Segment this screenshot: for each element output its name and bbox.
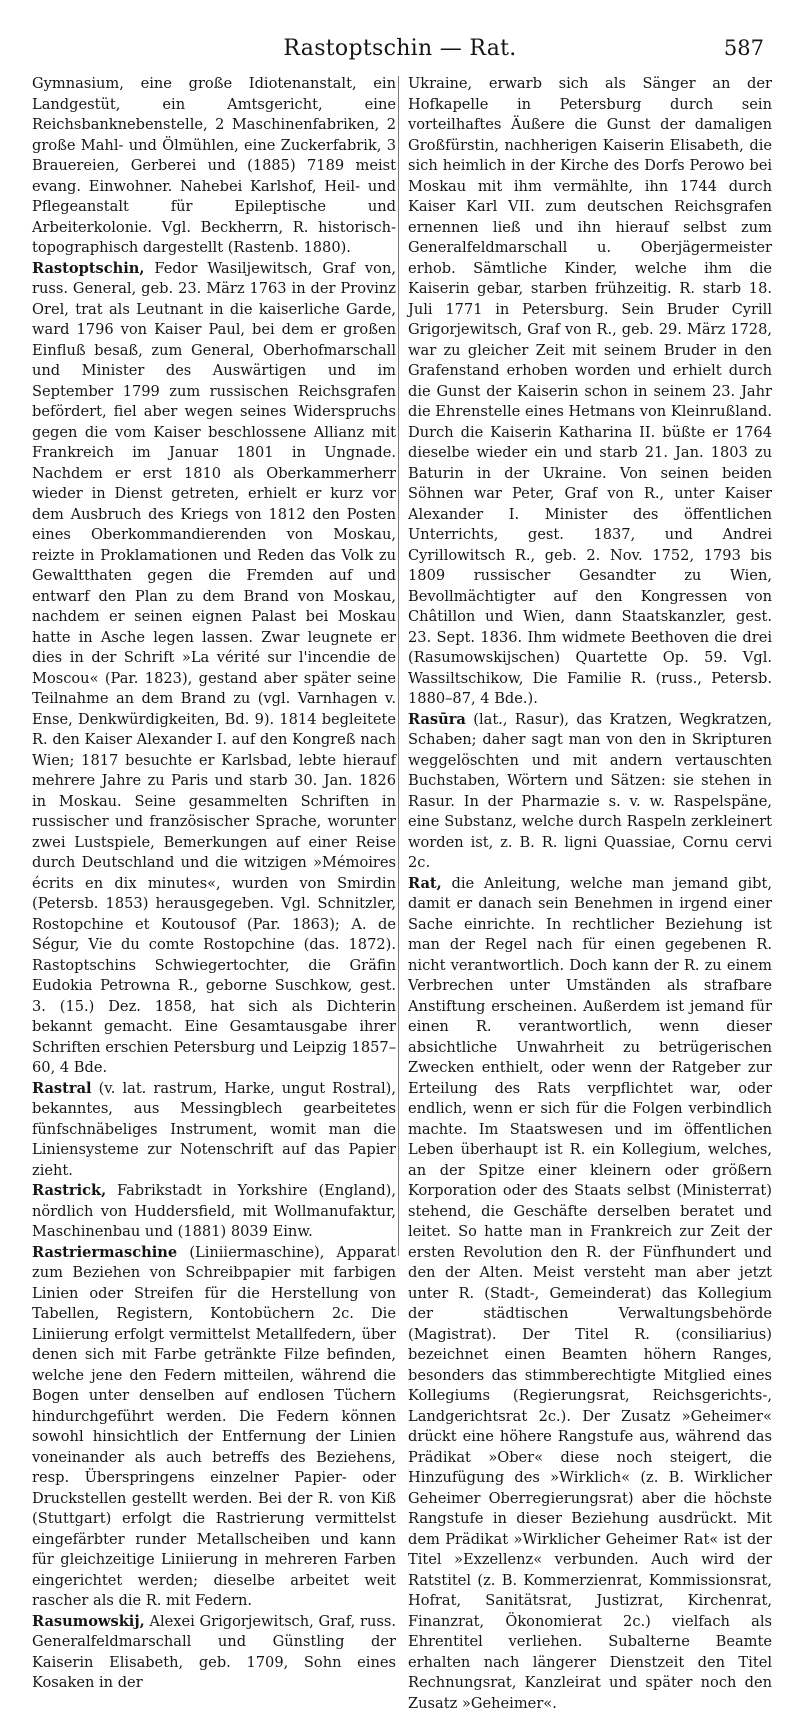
running-head: Rastoptschin — Rat. (32, 36, 768, 61)
headword: Rastral (32, 1080, 92, 1097)
headword: Rastoptschin, (32, 260, 145, 277)
entry-rastrick (32, 1181, 396, 1243)
entry-body: (Liniiermaschine), Apparat zum Beziehen von Schreibpapier mit farbigen Linien oder Streifen für die Herstellung von Tabellen, Registern, Kontobüchern 2c. Die Liniierung erfolgt vermittelst Metallfedern, über denen sich mit Farbe getränkte Filze befinden, welche jene den Federn mitteilen, während die Bogen unter denselben auf endlosen Tüchern hindurchgeführt werden. Die Federn können sowohl hinsichtlich der Entfernung der Linien voneinander als auch betreffs des Beziehens, resp. Überspringens einzelner Papier- oder Druckstellen gestellt werden. Bei der R. von Kiß (Stuttgart) erfolgt die Rastrierung vermittelst eingefärbter runder Metallscheiben und kann für gleichzeitige Liniierung in mehreren Farben eingerichtet werden; dieselbe arbeitet weit rascher als die R. mit Federn. (32, 1244, 396, 1610)
entry-body: (v. lat. rastrum, Harke, ungut Rostral), bekanntes, aus Messingblech gearbeitetes fünfschnäbeliges Instrument, womit man die Liniensysteme zur Notenschrift auf das Papier zieht. (32, 1080, 396, 1179)
headword: Rastrick, (32, 1182, 106, 1199)
entry-body: (lat., Rasur), das Kratzen, Wegkratzen, Schaben; daher sagt man von den in Skripturen weggelöschten und mit andern vertauschten Buchstaben, Wörtern und Sätzen: sie stehen in Rasur. In der Pharmazie s. v. w. Raspelspäne, eine Substanz, welche durch Raspeln zerkleinert worden ist, z. B. R. ligni Quassiae, Cornu cervi 2c. (408, 711, 772, 872)
entry-rastriermaschine (32, 1243, 396, 1612)
headword: Rasumowskij, (32, 1613, 145, 1630)
entry-rastoptschin (32, 259, 396, 1079)
entry-body: Fabrikstadt in Yorkshire (England), nördlich von Huddersfield, mit Wollmanufaktur, Maschinenbau und (1881) 8039 Einw. (32, 1182, 396, 1240)
entry-continuation: Ukraine, erwarb sich als Sänger an der Hofkapelle in Petersburg durch sein vorteilhaftes Äußere die Gunst der damaligen Großfürstin, nachherigen Kaiserin Elisabeth, die sich heimlich in der Kirche des Dorfs Perowo bei Moskau mit ihm vermählte, ihn 1744 durch Kaiser Karl VII. zum deutschen Reichsgrafen ernennen ließ und ihn hierauf selbst zum Generalfeldmarschall u. Oberjägermeister erhob. Sämtliche Kinder, welche ihm die Kaiserin gebar, starben frühzeitig. R. starb 18. Juli 1771 in Petersburg. Sein Bruder Cyrill Grigorjewitsch, Graf von R., geb. 29. März 1728, war zu gleicher Zeit mit seinem Bruder in den Grafenstand erhoben worden und erhielt durch die Gunst der Kaiserin schon in seinem 23. Jahr die Ehrenstelle eines Hetmans von Kleinrußland. Durch die Kaiserin Katharina II. büßte er 1764 dieselbe wieder ein und starb 21. Jan. 1803 zu Baturin in der Ukraine. Von seinen beiden Söhnen war Peter, Graf von R., unter Kaiser Alexander I. Minister des öffentlichen Unterrichts, gest. 1837, und Andrei Cyrillowitsch R., geb. 2. Nov. 1752, 1793 bis 1809 russischer Gesandter zu Wien, Bevollmächtigter auf den Kongressen von Châtillon und Wien, dann Staatskanzler, gest. 23. Sept. 1836. Ihm widmete Beethoven die drei (Rasumowskijschen) Quartette Op. 59. Vgl. Wassiltschikow, Die Familie R. (russ., Petersb. 1880–87, 4 Bde.). (408, 74, 772, 710)
entry-body: Fedor Wasiljewitsch, Graf von, russ. General, geb. 23. März 1763 in der Provinz Orel, trat als Leutnant in die kaiserliche Garde, ward 1796 von Kaiser Paul, bei dem er großen Einfluß besaß, zum General, Oberhofmarschall und Minister des Auswärtigen und im September 1799 zum russischen Reichsgrafen befördert, fiel aber wegen seines Widerspruchs gegen die vom Kaiser beschlossene Allianz mit Frankreich im Januar 1801 in Ungnade. Nachdem er erst 1810 als Oberkammerherr wieder in Dienst getreten, erhielt er kurz vor dem Ausbruch des Kriegs von 1812 den Posten eines Oberkommandierenden von Moskau, reizte in Proklamationen und Reden das Volk zu Gewaltthaten gegen die Fremden auf und entwarf den Plan zu dem Brand von Moskau, nachdem er seinen eignen Palast bei Moskau hatte in Asche legen lassen. Zwar leugnete er dies in der Schrift »La vérité sur l'incendie de Moscou« (Par. 1823), gestand aber später seine Teilnahme an dem Brand zu (vgl. Varnhagen v. Ense, Denkwürdigkeiten, Bd. 9). 1814 begleitete R. den Kaiser Alexander I. auf den Kongreß nach Wien; 1817 besuchte er Karlsbad, lebte hierauf mehrere Jahre zu Paris und starb 30. Jan. 1826 in Moskau. Seine gesammelten Schriften in russischer und französischer Sprache, worunter zwei Lustspiele, Bemerkungen auf einer Reise durch Deutschland und die witzigen »Mémoires écrits en dix minutes«, wurden von Smirdin (Petersb. 1853) herausgegeben. Vgl. Schnitzler, Rostopchine et Koutousof (Par. 1863); A. de Ségur, Vie du comte Rostopchine (das. 1872). Rastoptschins Schwiegertochter, die Gräfin Eudokia Petrowna R., geborne Suschkow, gest. 3. (15.) Dez. 1858, hat sich als Dichterin bekannt gemacht. Eine Gesamtausgabe ihrer Schriften erschien Petersburg und Leipzig 1857–60, 4 Bde. (32, 260, 396, 1077)
headword: Rasūra (408, 711, 466, 728)
entry-rasumowskij (32, 1612, 396, 1694)
entry-body: Alexei Grigorjewitsch, Graf, russ. Generalfeldmarschall und Günstling der Kaiserin Elisabeth, geb. 1709, Sohn eines Kosaken in der (32, 1613, 396, 1692)
column-divider (398, 76, 399, 1256)
entry-rat (408, 874, 772, 1714)
entry-rasura (408, 710, 772, 874)
entry-rastral (32, 1079, 396, 1182)
entry-continuation: Gymnasium, eine große Idiotenanstalt, ein Landgestüt, ein Amtsgericht, eine Reichsbanknebenstelle, 2 Maschinenfabriken, 2 große Mahl- und Ölmühlen, eine Zuckerfabrik, 3 Brauereien, Gerberei und (1885) 7189 meist evang. Einwohner. Nahebei Karlshof, Heil- und Pflegeanstalt für Epileptische und Arbeiterkolonie. Vgl. Beckherrn, R. historisch-topographisch dargestellt (Rastenb. 1880). (32, 74, 396, 259)
headword: Rat, (408, 875, 442, 892)
entry-body: die Anleitung, welche man jemand gibt, damit er danach sein Benehmen in irgend einer Sache einrichte. In rechtlicher Beziehung ist man der Regel nach für einen gegebenen R. nicht verantwortlich. Doch kann der R. zu einem Verbrechen unter Umständen als strafbare Anstiftung erscheinen. Außerdem ist jemand für einen R. verantwortlich, wenn dieser absichtliche Unwahrheit zu betrügerischen Zwecken enthielt, oder wenn der Ratgeber zur Erteilung des Rats verpflichtet war, oder endlich, wenn er sich für die Folgen verbindlich machte. Im Staatswesen und im öffentlichen Leben überhaupt ist R. ein Kollegium, welches, an der Spitze einer kleinern oder größern Korporation oder des Staats selbst (Ministerrat) stehend, die Geschäfte derselben beratet und leitet. So hatte man in Frankreich zur Zeit der ersten Revolution den R. der Fünfhundert und den der Alten. Meist versteht man aber jetzt unter R. (Stadt-, Gemeinderat) das Kollegium der städtischen Verwaltungsbehörde (Magistrat). Der Titel R. (consiliarius) bezeichnet einen Beamten höhern Ranges, besonders das stimmberechtigte Mitglied eines Kollegiums (Regierungsrat, Reichsgerichts-, Landgerichtsrat 2c.). Der Zusatz »Geheimer« drückt eine höhere Rangstufe aus, während das Prädikat »Ober« diese noch steigert, die Hinzufügung des »Wirklich« (z. B. Wirklicher Geheimer Oberregierungsrat) aber die höchste Rangstufe in dieser Beziehung ausdrückt. Mit dem Prädikat »Wirklicher Geheimer Rat« ist der Titel »Exzellenz« verbunden. Auch wird der Ratstitel (z. B. Kommerzienrat, Kommissionsrat, Hofrat, Sanitätsrat, Justizrat, Kirchenrat, Finanzrat, Ökonomierat 2c.) vielfach als Ehrentitel verliehen. Subalterne Beamte erhalten nach längerer Dienstzeit den Titel Rechnungsrat, Kanzleirat und später noch den Zusatz »Geheimer«. (408, 875, 772, 1712)
page-header (32, 30, 768, 70)
right-column (408, 74, 772, 1714)
left-column (32, 74, 396, 1694)
headword: Rastriermaschine (32, 1244, 177, 1261)
page-number: 587 (724, 36, 764, 60)
